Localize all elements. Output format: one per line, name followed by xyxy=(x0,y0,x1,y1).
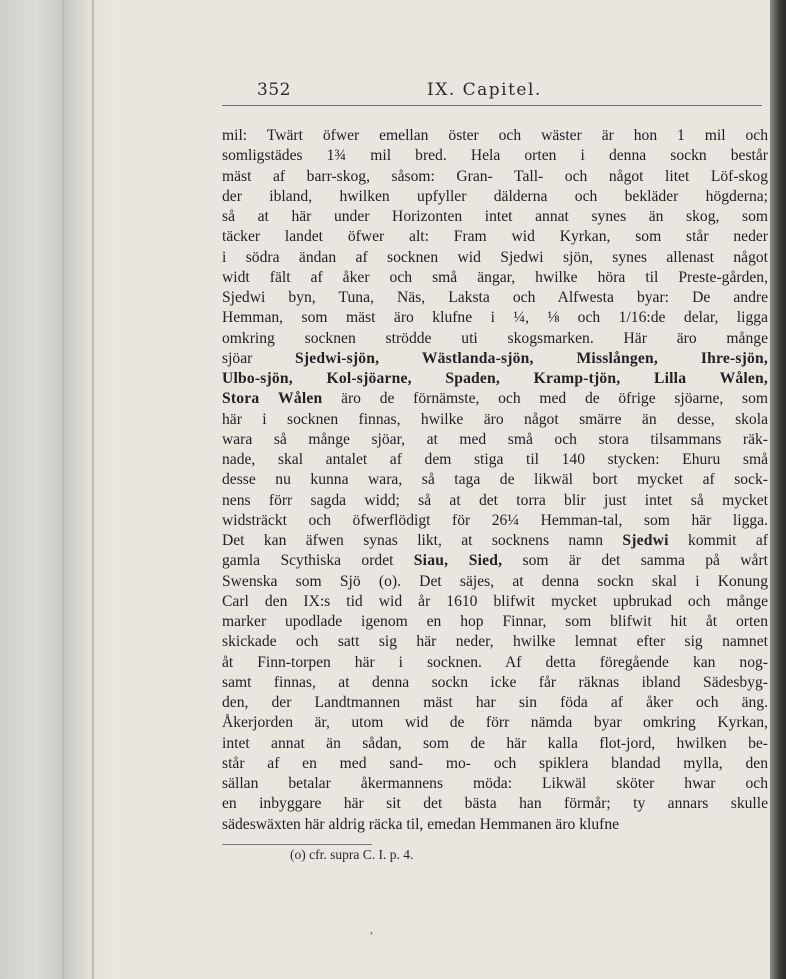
text-line: sjöar Sjedwi-sjön, Wästlanda-sjön, Misslången, Ihre-sjön, xyxy=(222,349,768,367)
text-line: sällan betalar åkermannens möda: Likwäl sköter hwar och xyxy=(222,775,768,792)
binding-gutter xyxy=(0,0,118,979)
bold-term: Sjedwi xyxy=(622,532,669,549)
text-line: en inbyggare här sit det bästa han förmår; ty annars skulle xyxy=(222,795,768,813)
header-rule xyxy=(222,105,762,106)
text-line: Stora Wålen äro de förnämste, och med de öfrige sjöarne, som xyxy=(222,390,768,408)
text-line: åt Finn-torpen här i socknen. Af detta föregående kan nog- xyxy=(222,653,768,671)
text-line: här i socknen finnas, hwilke äro något smärre än desse, skola xyxy=(222,410,768,428)
text-line: widt fält af åker och små ängar, hwilke höra til Preste-gården, xyxy=(222,268,768,286)
page-number: 352 xyxy=(257,80,291,100)
gutter-line xyxy=(62,0,64,979)
text-line: Sjedwi byn, Tuna, Näs, Laksta och Alfwesta byar: De andre xyxy=(222,289,768,306)
gutter-line xyxy=(92,0,94,979)
text-line: så at här under Horizonten intet annat synes än skog, som xyxy=(222,208,768,225)
text-line: sädeswäxten här aldrig räcka til, emedan Hemmanen äro klufne xyxy=(222,815,620,833)
text-line xyxy=(222,369,768,389)
footnote: (o) cfr. supra C. I. p. 4. xyxy=(290,847,414,862)
footnote-rule xyxy=(222,844,372,845)
text-line: mil: Twärt öfwer emellan öster och wäster är hon 1 mil och xyxy=(222,127,768,144)
text-line: nens förr sagda widd; så at det torra blir just intet så mycket xyxy=(222,491,768,509)
text-line: widsträckt och öfwerflödigt för 26¼ Hemman-tal, som här ligga. xyxy=(222,511,768,529)
scan-edge xyxy=(770,0,786,979)
text-line: mäst af barr-skog, såsom: Gran- Tall- och något litet Löf-skog xyxy=(222,167,768,185)
bold-term: Sjedwi-sjön, Wästlanda-sjön, Misslången, Ihre-sjön, xyxy=(295,349,768,367)
text-line: wara så månge sjöar, at med små och stora tilsammans räk- xyxy=(222,430,768,448)
body-text xyxy=(222,126,768,835)
text-line: gamla Scythiska ordet Siau, Sied, som är det samma på wårt xyxy=(222,552,768,570)
running-head: IX. Capitel. xyxy=(427,80,542,100)
stray-mark: , xyxy=(370,922,373,936)
text-line: täcker landet öfwer alt: Fram wid Kyrkan, som står neder xyxy=(222,228,768,246)
text-line: står af en med sand- mo- och spiklera blandad mylla, den xyxy=(222,754,768,772)
text-line: Det kan äfwen synas likt, at socknens namn Sjedwi kommit af xyxy=(222,532,768,549)
text-line: der ibland, hwilken upfyller dälderna och bekläder högderna; xyxy=(222,187,768,205)
text-line: samt finnas, at denna sockn icke får räknas ibland Sädesbyg- xyxy=(222,673,768,691)
text-line: omkring socknen strödde uti skogsmarken. Här äro månge xyxy=(222,329,768,347)
text-line: Carl den IX:s tid wid år 1610 blifwit mycket upbrukad och månge xyxy=(222,592,768,610)
text-line: intet annat än sådan, som de här kalla flot-jord, hwilken be- xyxy=(222,734,768,752)
text-line: i södra ändan af socknen wid Sjedwi sjön, synes allenast något xyxy=(222,248,768,266)
text-line: Hemman, som mäst äro klufne i ¼, ⅛ och 1/16:de delar, ligga xyxy=(222,309,768,327)
text-line: Åkerjorden är, utom wid de förr nämda byar omkring Kyrkan, xyxy=(222,714,768,732)
bold-term: Siau, Sied, xyxy=(413,552,503,570)
text-line: marker upodlade igenom en hop Finnar, som blifwit hit åt orten xyxy=(222,613,768,630)
text-line: skickade och satt sig här neder, hwilke lemnat efter sig namnet xyxy=(222,633,768,651)
bold-term: Stora Wålen xyxy=(222,390,323,408)
text-line: desse nu kunna wara, så taga de likwäl bort mycket af sock- xyxy=(222,471,768,489)
text-line: den, der Landtmannen mäst har sin föda af åker och äng. xyxy=(222,694,768,711)
page-header xyxy=(222,80,762,106)
text-line: Swenska som Sjö (o). Det säjes, at denna sockn skal i Konung xyxy=(222,572,768,590)
text-line: somligstädes 1¾ mil bred. Hela orten i denna sockn består xyxy=(222,147,768,165)
bold-term: Ulbo-sjön, Kol-sjöarne, Spaden, Kramp-tjön, Lilla Wålen, xyxy=(222,370,768,387)
text-line: nade, skal antalet af dem stiga til 140 stycken: Ehuru små xyxy=(222,451,768,468)
